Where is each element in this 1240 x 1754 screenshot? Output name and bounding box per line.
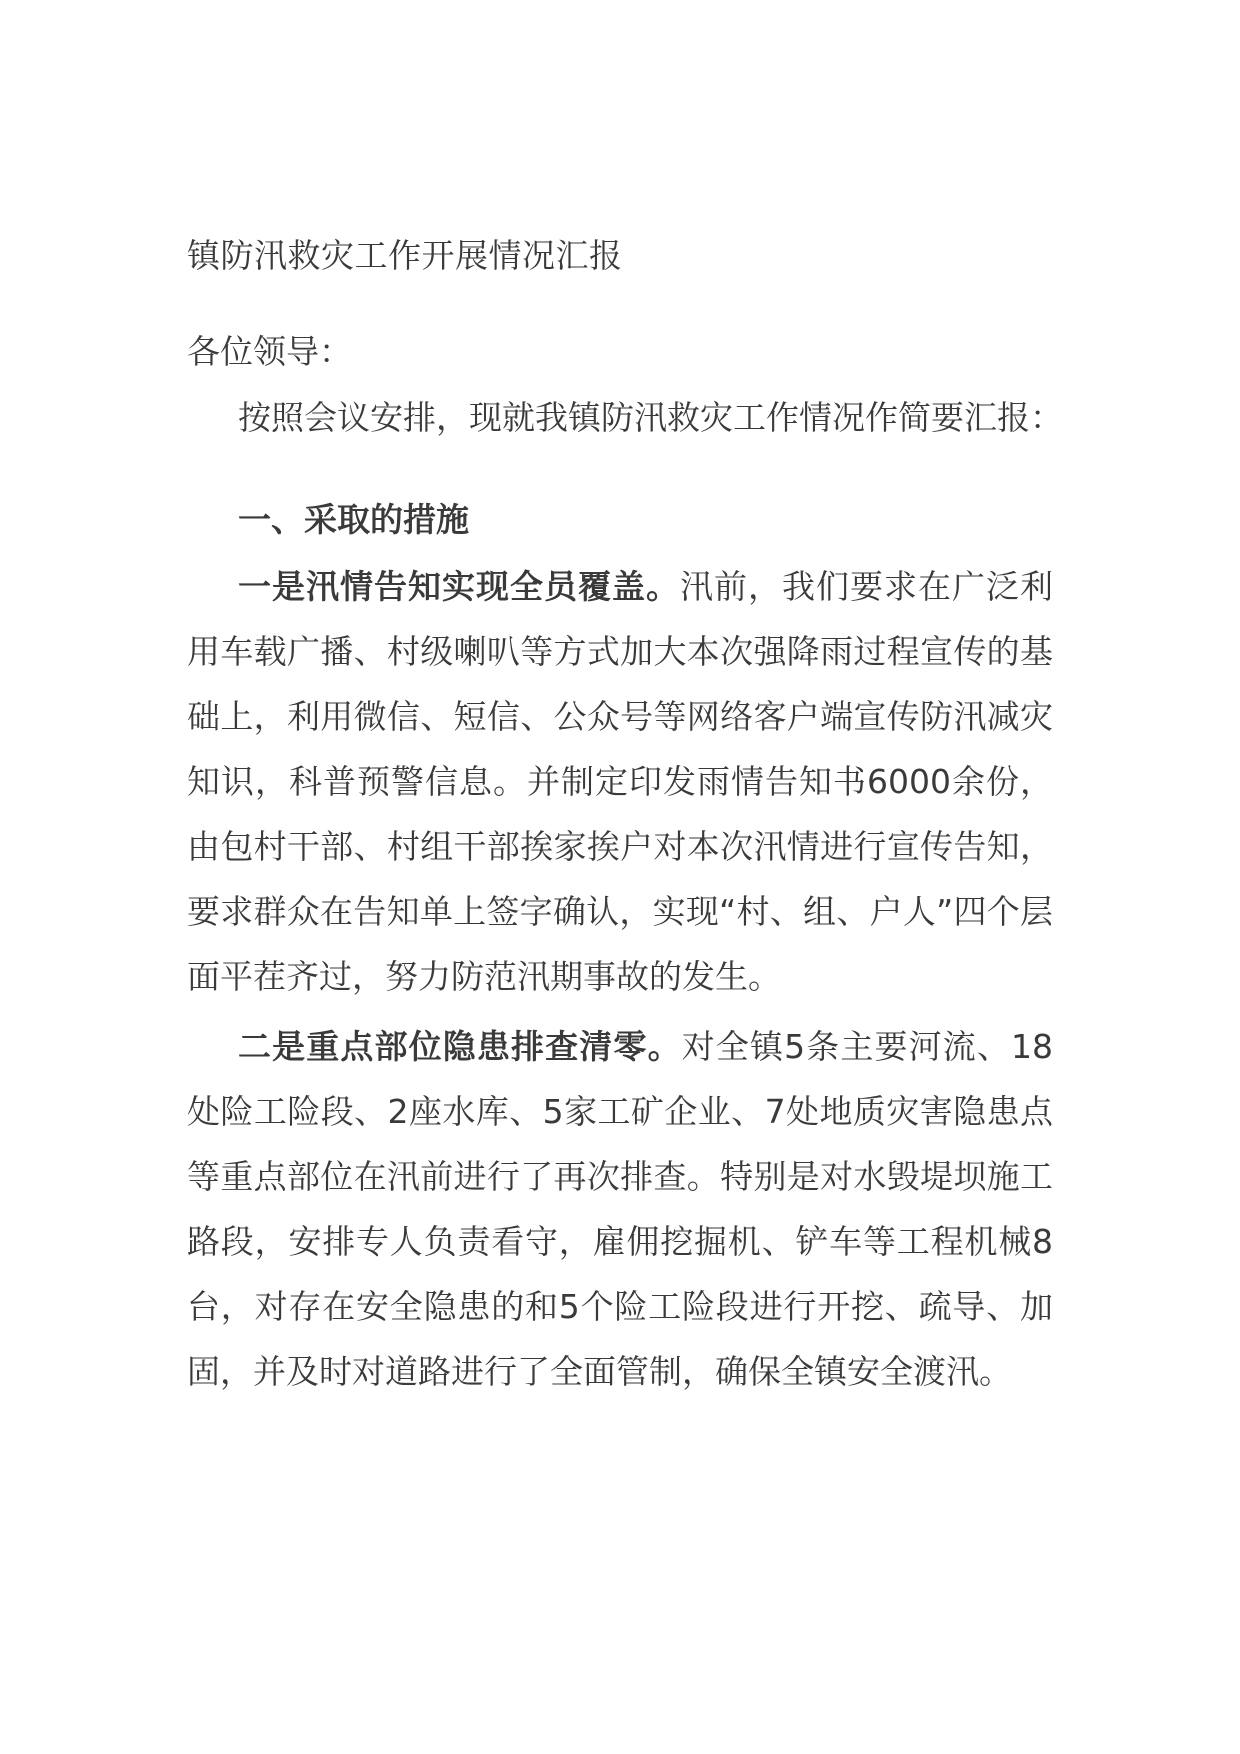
salutation: 各位领导： [187, 332, 352, 371]
paragraph-2-body: 对全镇5条主要河流、18处险工险段、2座水库、5家工矿企业、7处地质灾害隐患点等重点部位在汛前进行了再次排查。特别是对水毁堤坝施工路段，安排专人负责看守，雇佣挖掘机、铲车等工程机械8台，对存在安全隐患的和5个险工险段进行开挖、疏导、加固，并及时对道路进行了全面管制，确保全镇安全渡汛。 [187, 1027, 1053, 1391]
paragraph-1 [187, 554, 1053, 1009]
paragraph-1-body: 汛前，我们要求在广泛利用车载广播、村级喇叭等方式加大本次强降雨过程宣传的基础上，利用微信、短信、公众号等网络客户端宣传防汛减灾知识，科普预警信息。并制定印发雨情告知书6000余份，由包村干部、村组干部挨家挨户对本次汛情进行宣传告知，要求群众在告知单上签字确认，实现“村、组、户人”四个层面平茬齐过，努力防范汛期事故的发生。 [187, 567, 1053, 996]
paragraph-2 [187, 1014, 1053, 1404]
paragraph-2-lead: 二是重点部位隐患排查清零。 [238, 1027, 682, 1066]
intro-paragraph: 按照会议安排，现就我镇防汛救灾工作情况作简要汇报： [238, 398, 1063, 437]
document-title: 镇防汛救灾工作开展情况汇报 [187, 236, 623, 275]
paragraph-1-lead: 一是汛情告知实现全员覆盖。 [238, 567, 680, 606]
section-heading: 一、采取的措施 [238, 500, 469, 539]
